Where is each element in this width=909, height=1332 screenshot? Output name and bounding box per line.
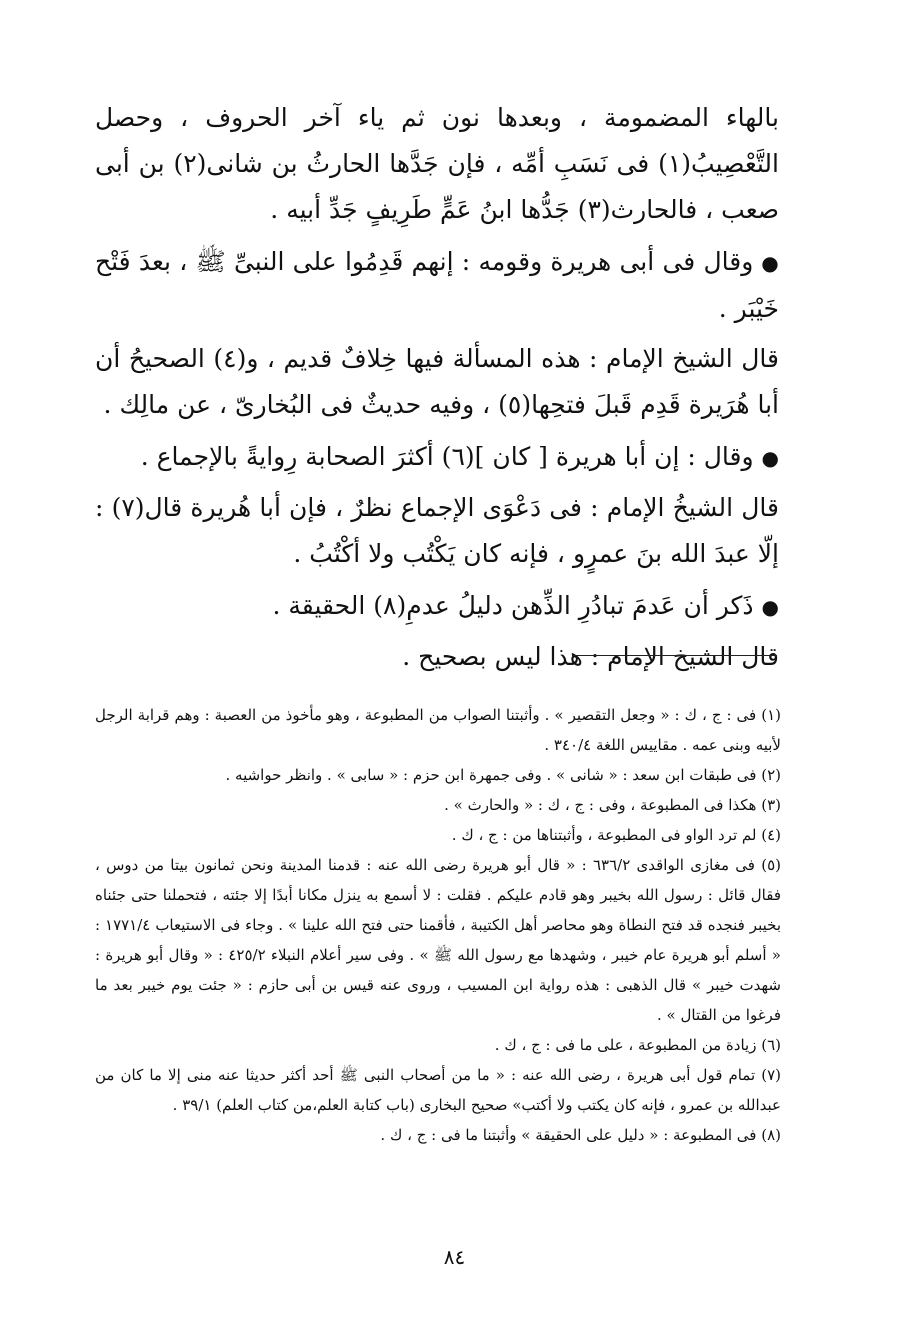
footnote: (٣) هكذا فى المطبوعة ، وفى : ج ، ك : « والحارث » . bbox=[444, 796, 781, 814]
paragraph: قال الشيخُ الإمام : فى دَعْوَى الإجماع نظرٌ ، فإن أبا هُريرة قال(٧) : إلّا عبدَ الله بنَ عمرٍو ، فإنه كان يَكْتُب ولا أكْتُبُ . bbox=[95, 493, 779, 568]
bullet-paragraph: ● وقال فى أبى هريرة وقومه : إنهم قَدِمُوا على النبىِّ ﷺ ، بعدَ فَتْح خَيْبَر . bbox=[95, 239, 779, 332]
footnote: (٤) لم ترد الواو فى المطبوعة ، وأثبتناها من : ج ، ك . bbox=[451, 826, 781, 844]
paragraph: قال الشيخ الإمام : هذا ليس بصحيح . bbox=[402, 642, 779, 671]
bullet-paragraph: ● وقال : إن أبا هريرة [ كان ](٦) أكثرَ الصحابة رِوايةً بالإجماع . bbox=[95, 434, 779, 481]
paragraph: بالهاء المضمومة ، وبعدها نون ثم ياء آخر الحروف ، وحصل التَّعْصِيبُ(١) فى نَسَبِ أمِّه ، فإن جَدَّها الحارثُ بن شانى(٢) بن أبى صعب ، فالحارث(٣) جَدُّها ابنُ عَمٍّ طَرِيفٍ جَدِّ أبيه . bbox=[95, 103, 779, 224]
paragraph: قال الشيخ الإمام : هذه المسألة فيها خِلافٌ قديم ، و(٤) الصحيحُ أن أبا هُرَيرة قَدِم قَبلَ فتحِها(٥) ، وفيه حديثٌ فى البُخارىّ ، عن مالِك . bbox=[95, 344, 779, 419]
footnotes bbox=[95, 700, 781, 1150]
footnote: (٦) زيادة من المطبوعة ، على ما فى : ج ، ك . bbox=[494, 1036, 781, 1054]
footnote: (٨) فى المطبوعة : « دليل على الحقيقة » وأثبتنا ما فى : ج ، ك . bbox=[380, 1126, 781, 1144]
main-text bbox=[95, 95, 779, 686]
footnote: (٢) فى طبقات ابن سعد : « شانى » . وفى جمهرة ابن حزم : « سابى » . وانظر حواشيه . bbox=[225, 766, 781, 784]
footnote: (١) فى : ج ، ك : « وجعل التقصير » . وأثبتنا الصواب من المطبوعة ، وهو مأخوذ من العصبة : وهم قرابة الرجل لأبيه وبنى عمه . مقاييس اللغة ٣٤٠/٤ . bbox=[95, 706, 781, 754]
footnote: (٥) فى مغازى الواقدى ٦٣٦/٢ : « قال أبو هريرة رضى الله عنه : قدمنا المدينة ونحن ثمانون بيتا من دوس ، فقال قائل : رسول الله بخيبر وهو قادم عليكم . فقلت : لا أسمع به ينزل مكانا أبدًا إلا جئته ، فتحملنا حتى جئناه بخيبر فنجده قد فتح النطاة وهو محاصر أهل الكتيبة ، فأقمنا حتى فتح الله علينا » . وجاء فى الاستيعاب ١٧٧١/٤ : « أسلم أبو هريرة عام خيبر ، وشهدها مع رسول الله ﷺ » . وفى سير أعلام النبلاء ٤٢٥/٢ : « وقال أبو هريرة : شهدت خيبر » قال الذهبى : هذه رواية ابن المسيب ، وروى عنه قيس بن أبى حازم : « جئت يوم خيبر بعد ما فرغوا من القتال » . bbox=[95, 856, 781, 1024]
footnote: (٧) تمام قول أبى هريرة ، رضى الله عنه : « ما من أصحاب النبى ﷺ أحد أكثر حديثا عنه منى إلا ما كان من عبدالله بن عمرو ، فإنه كان يكتب ولا أكتب» صحيح البخارى (باب كتابة العلم،من كتاب العلم) ٣٩/١ . bbox=[95, 1066, 781, 1114]
footnote-divider bbox=[572, 655, 777, 656]
bullet-paragraph: ● ذَكر أن عَدمَ تبادُرِ الذِّهن دليلُ عدمِ(٨) الحقيقة . bbox=[95, 583, 779, 630]
page-number: ٨٤ bbox=[443, 1245, 466, 1269]
